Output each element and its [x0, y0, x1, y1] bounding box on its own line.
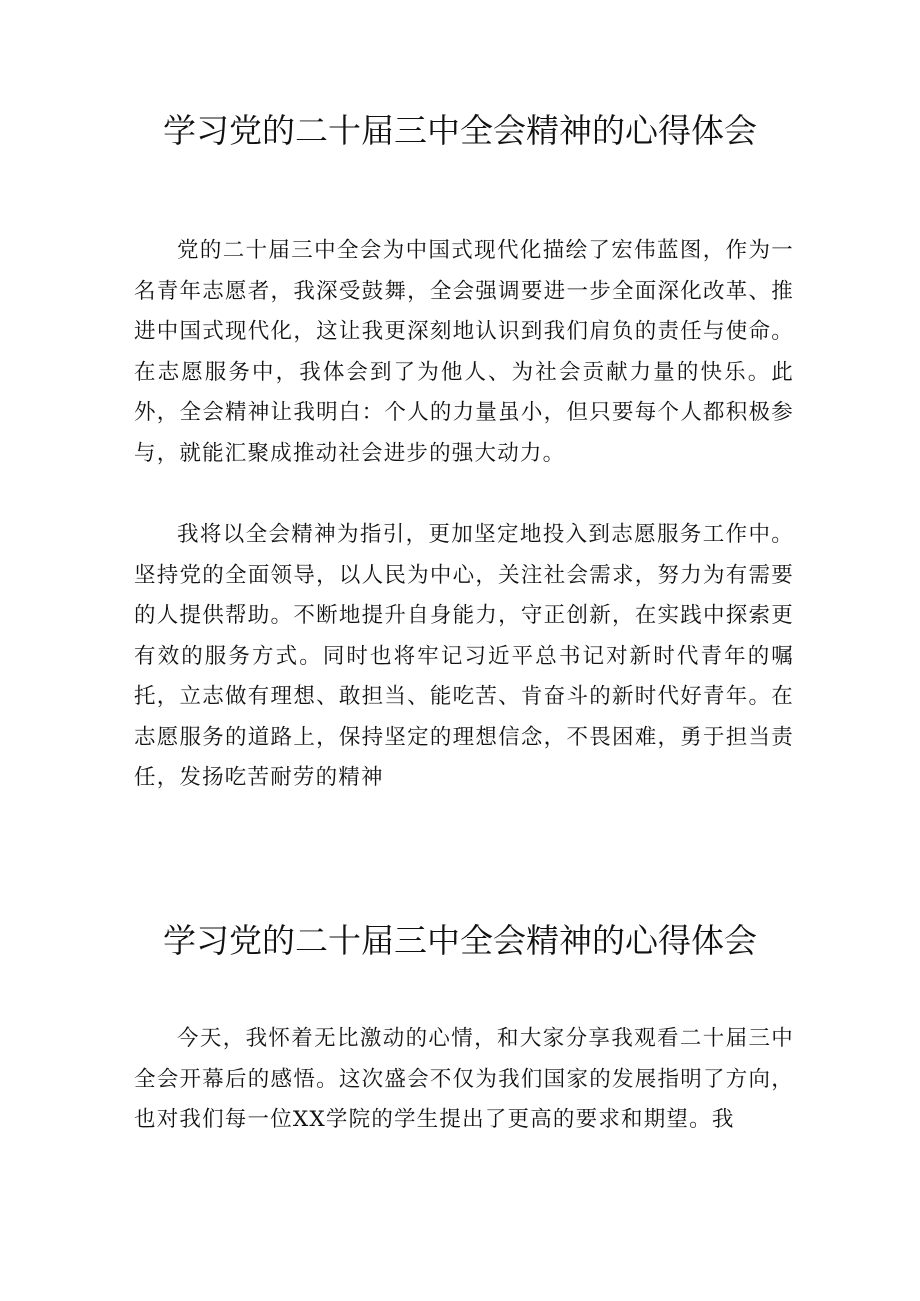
- section-2-title: 学习党的二十届三中全会精神的心得体会: [163, 921, 757, 960]
- section-1-paragraph-1: 党的二十届三中全会为中国式现代化描绘了宏伟蓝图，作为一名青年志愿者，我深受鼓舞，全会强调要进一步全面深化改革、推进中国式现代化，这让我更深刻地认识到我们肩负的责任与使命。在志愿服务中，我体会到了为他人、为社会贡献力量的快乐。此外，全会精神让我明白：个人的力量虽小，但只要每个人都积极参与，就能汇聚成推动社会进步的强大动力。: [134, 238, 794, 466]
- section-1-paragraph-2: 我将以全会精神为指引，更加坚定地投入到志愿服务工作中。坚持党的全面领导，以人民为中心，关注社会需求，努力为有需要的人提供帮助。不断地提升自身能力，守正创新，在实践中探索更有效的服务方式。同时也将牢记习近平总书记对新时代青年的嘱托，立志做有理想、敢担当、能吃苦、肯奋斗的新时代好青年。在志愿服务的道路上，保持坚定的理想信念，不畏困难，勇于担当责任，发扬吃苦耐劳的精神: [134, 522, 794, 790]
- section-2-paragraph-1: 今天，我怀着无比激动的心情，和大家分享我观看二十届三中全会开幕后的感悟。这次盛会不仅为我们国家的发展指明了方向，也对我们每一位XX学院的学生提出了更高的要求和期望。我: [134, 1026, 794, 1132]
- section-1-title: 学习党的二十届三中全会精神的心得体会: [163, 111, 757, 150]
